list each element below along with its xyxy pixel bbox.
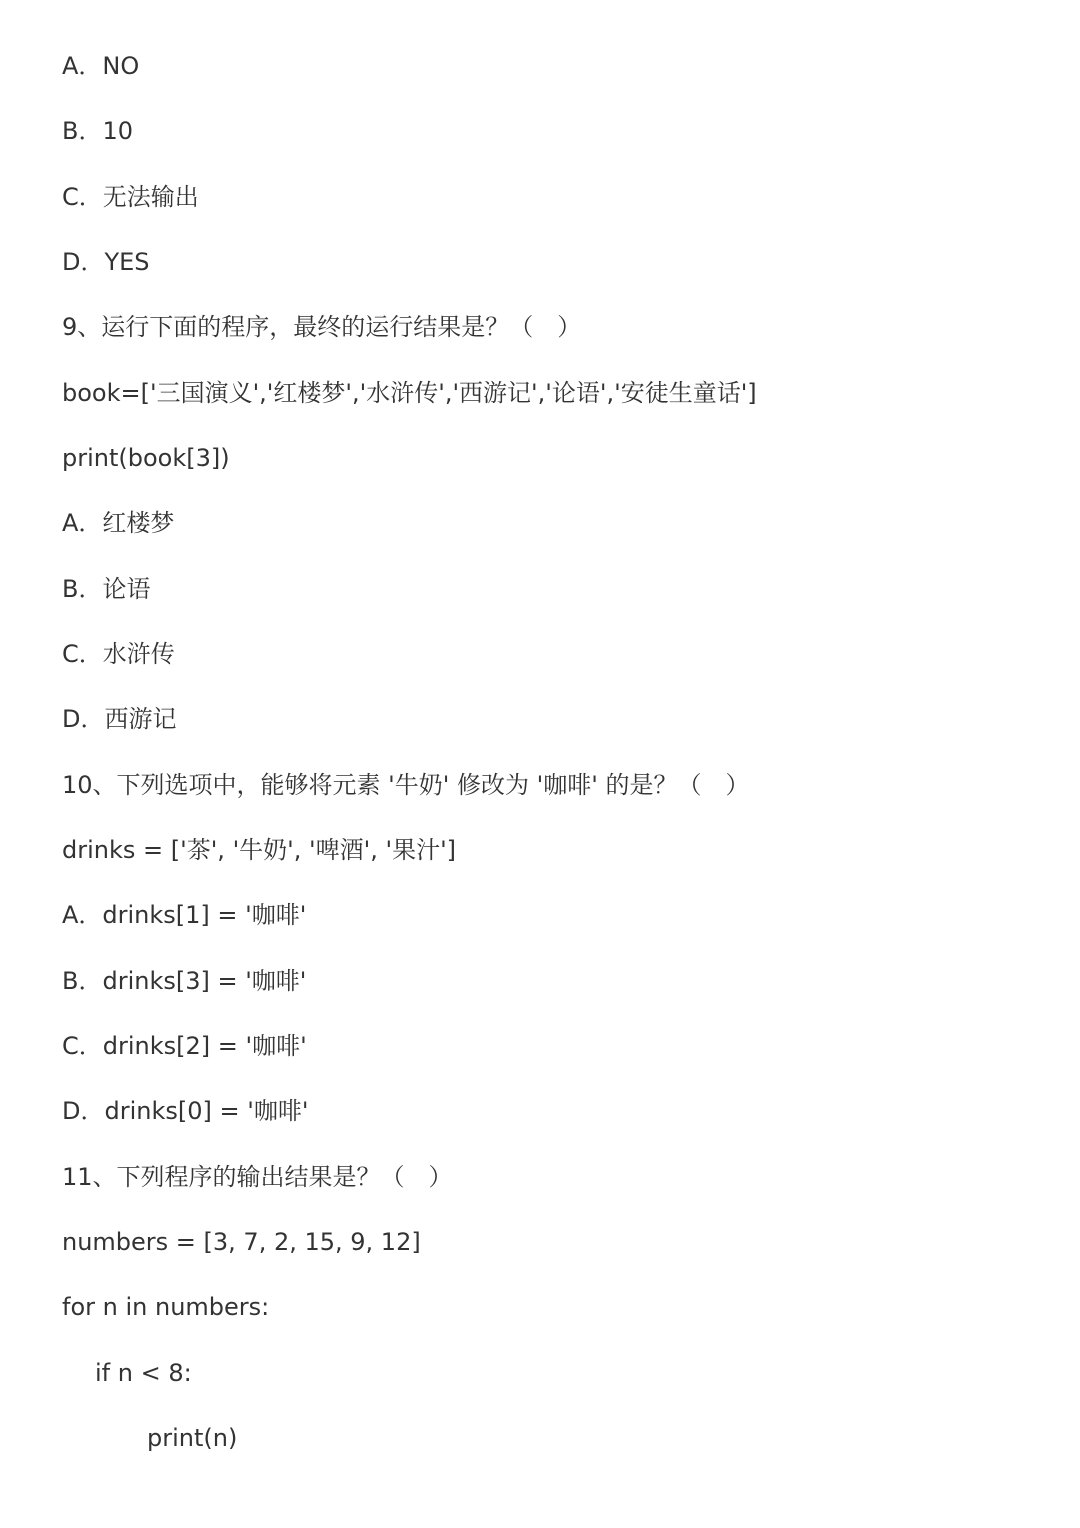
code-line: print(book[3]) bbox=[62, 443, 230, 472]
code-line: drinks = ['茶', '牛奶', '啤酒', '果汁'] bbox=[62, 835, 457, 864]
question-9 bbox=[62, 295, 1040, 752]
option-a: A．drinks[1] = '咖啡' bbox=[62, 901, 307, 930]
code-line: numbers = [3, 7, 2, 15, 9, 12] bbox=[62, 1227, 421, 1256]
question-prompt: 9、运行下面的程序，最终的运行结果是？（ ） bbox=[62, 313, 582, 342]
option-b: B．10 bbox=[62, 117, 134, 146]
option-a: A．NO bbox=[62, 52, 140, 80]
question-prompt: 11、下列程序的输出结果是？（ ） bbox=[62, 1162, 453, 1191]
code-line: for n in numbers: bbox=[62, 1293, 270, 1322]
option-d: D．西游记 bbox=[62, 705, 177, 734]
question-prompt: 10、下列选项中，能够将元素 '牛奶' 修改为 '咖啡' 的是？（ ） bbox=[62, 770, 750, 799]
code-line: book=['三国演义','红楼梦','水浒传','西游记','论语','安徒生童话'] bbox=[62, 378, 757, 407]
option-b: B．drinks[3] = '咖啡' bbox=[62, 966, 307, 995]
question-10 bbox=[62, 753, 1040, 1145]
option-b: B．论语 bbox=[62, 574, 151, 603]
option-c: C．无法输出 bbox=[62, 182, 199, 211]
option-d: D．drinks[0] = '咖啡' bbox=[62, 1097, 309, 1126]
option-c: C．drinks[2] = '咖啡' bbox=[62, 1031, 307, 1060]
question-11 bbox=[62, 1145, 1040, 1472]
code-line: if n < 8: bbox=[95, 1358, 192, 1387]
option-c: C．水浒传 bbox=[62, 639, 175, 668]
option-d: D．YES bbox=[62, 247, 150, 276]
option-a: A．红楼梦 bbox=[62, 509, 175, 538]
code-line: print(n) bbox=[147, 1423, 238, 1452]
question-8 bbox=[62, 34, 1040, 295]
